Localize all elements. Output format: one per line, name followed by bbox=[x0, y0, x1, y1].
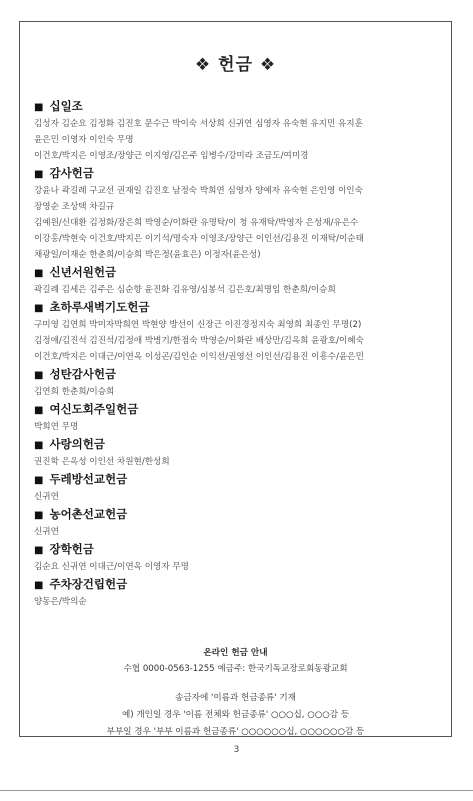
section-heading bbox=[34, 471, 442, 489]
square-bullet-icon: ■ bbox=[34, 580, 44, 591]
square-bullet-icon: ■ bbox=[34, 370, 44, 381]
donor-lines bbox=[34, 384, 442, 400]
donor-line: 이건호/박지은 이영조/장양근 이지영/김은주 임병수/강미라 조금도/여미경 bbox=[34, 151, 309, 161]
donor-line: 권진학 은옥성 이인선 차원현/한성희 bbox=[34, 457, 170, 467]
section-heading-text: 농어촌선교헌금 bbox=[49, 507, 128, 521]
donor-lines bbox=[34, 454, 442, 470]
offering-section bbox=[34, 576, 442, 610]
section-heading bbox=[34, 576, 442, 594]
donor-lines bbox=[34, 419, 442, 435]
section-heading-text: 장학헌금 bbox=[49, 542, 94, 556]
offering-sections bbox=[34, 98, 442, 611]
donor-line: 이건호/박지은 이대근/이연옥 이성곤/김인순 이익선/권영선 이인선/김용진 이흥수/윤은민 bbox=[34, 352, 364, 362]
donor-line: 김정애/김진석 김진석/김정애 박병기/한점숙 박영순/이화란 배상만/김옥희 윤광호/이혜숙 bbox=[34, 336, 364, 346]
square-bullet-icon: ■ bbox=[34, 510, 44, 521]
info-example-couple: 부부일 경우 '부부 이름과 헌금종류' ○○○○○○십, ○○○○○○감 등 bbox=[106, 727, 365, 737]
donor-lines bbox=[34, 524, 442, 540]
section-heading-text: 성탄감사헌금 bbox=[49, 367, 117, 381]
donor-lines bbox=[34, 282, 442, 298]
donor-line: 이강홍/박현숙 이건호/박지은 이기석/명숙자 이영조/장양근 이인선/김용진 이재탁/이순태 bbox=[34, 234, 364, 244]
section-heading bbox=[34, 264, 442, 282]
offering-section bbox=[34, 366, 442, 400]
section-heading-text: 신년서원헌금 bbox=[49, 265, 117, 279]
bottom-divider bbox=[0, 790, 473, 791]
section-heading bbox=[34, 541, 442, 559]
section-heading-text: 두레방선교헌금 bbox=[49, 472, 128, 486]
donor-line: 양동은/박의순 bbox=[34, 597, 87, 607]
section-heading-text: 초하루새벽기도헌금 bbox=[49, 300, 150, 314]
section-heading bbox=[34, 299, 442, 317]
square-bullet-icon: ■ bbox=[34, 169, 44, 180]
donor-lines bbox=[34, 489, 442, 505]
section-heading bbox=[34, 98, 442, 116]
section-heading-text: 감사헌금 bbox=[49, 166, 94, 180]
offering-section bbox=[34, 165, 442, 263]
section-heading-text: 사랑의헌금 bbox=[49, 437, 106, 451]
square-bullet-icon: ■ bbox=[34, 102, 44, 113]
square-bullet-icon: ■ bbox=[34, 303, 44, 314]
donor-line: 장영순 조상택 차길규 bbox=[34, 202, 115, 212]
donor-line: 신귀연 bbox=[34, 527, 59, 537]
page-frame bbox=[19, 21, 452, 737]
donor-line: 채광일/이재순 한춘희/이승희 박은정(윤효은) 이정자(윤은성) bbox=[34, 250, 261, 260]
square-bullet-icon: ■ bbox=[34, 405, 44, 416]
donor-line: 신귀연 bbox=[34, 492, 59, 502]
page-title: ❖ 헌금 ❖ bbox=[194, 55, 277, 75]
square-bullet-icon: ■ bbox=[34, 545, 44, 556]
donor-line: 김연희 한춘희/이승희 bbox=[34, 387, 115, 397]
donor-lines bbox=[34, 183, 442, 263]
donor-line: 박희연 무명 bbox=[34, 422, 79, 432]
offering-section bbox=[34, 299, 442, 365]
donor-line: 김성자 김순요 김정화 김진호 문수근 박이숙 서상희 신귀연 심영자 유숙현 유지민 유지훈 bbox=[34, 119, 363, 129]
donor-lines bbox=[34, 317, 442, 365]
section-heading-text: 여신도회주일헌금 bbox=[49, 402, 139, 416]
offering-section bbox=[34, 541, 442, 575]
online-offering-info bbox=[20, 645, 451, 741]
info-example-individual: 예) 개인일 경우 '이름 전체와 헌금종류' ○○○십, ○○○감 등 bbox=[121, 710, 350, 720]
section-heading-text: 주차장건립헌금 bbox=[49, 577, 128, 591]
section-heading bbox=[34, 165, 442, 183]
donor-lines bbox=[34, 594, 442, 610]
offering-section bbox=[34, 264, 442, 298]
donor-line: 윤은민 이영자 이인숙 무명 bbox=[34, 135, 134, 145]
section-heading-text: 십일조 bbox=[49, 99, 83, 113]
offering-section bbox=[34, 471, 442, 505]
section-heading bbox=[34, 366, 442, 384]
offering-section bbox=[34, 98, 442, 164]
donor-line: 강윤나 곽길례 구교선 권재일 김진호 남정숙 박희연 심영자 양예자 유숙현 은인영 이인숙 bbox=[34, 186, 363, 196]
info-title: 온라인 헌금 안내 bbox=[203, 648, 268, 658]
donor-lines bbox=[34, 559, 442, 575]
section-heading bbox=[34, 506, 442, 524]
square-bullet-icon: ■ bbox=[34, 268, 44, 279]
donor-line: 김순요 신귀연 이대근/이연옥 이영자 무명 bbox=[34, 562, 189, 572]
section-heading bbox=[34, 436, 442, 454]
donor-line: 구미영 김연희 박미자박희연 박현양 방선이 신장근 이진경정지숙 최영희 최종인 무명(2) bbox=[34, 320, 362, 330]
section-heading bbox=[34, 401, 442, 419]
offering-section bbox=[34, 436, 442, 470]
donor-line: 곽길례 김세은 김주은 심순향 윤진화 김유영/심봉석 김은호/최명임 한춘희/이승희 bbox=[34, 285, 336, 295]
donor-line: 김예원/신대환 김정화/장은희 박영순/이화란 유명탁/이 청 유재탁/박영자 은성재/유은수 bbox=[34, 218, 359, 228]
donor-lines bbox=[34, 116, 442, 164]
square-bullet-icon: ■ bbox=[34, 475, 44, 486]
page-number: 3 bbox=[233, 745, 240, 755]
info-account: 수협 0000-0563-1255 예금주: 한국기독교장로회동광교회 bbox=[123, 664, 348, 674]
square-bullet-icon: ■ bbox=[34, 440, 44, 451]
info-note: 송금자에 '이름과 헌금종류' 기재 bbox=[175, 693, 296, 703]
offering-section bbox=[34, 506, 442, 540]
offering-section bbox=[34, 401, 442, 435]
